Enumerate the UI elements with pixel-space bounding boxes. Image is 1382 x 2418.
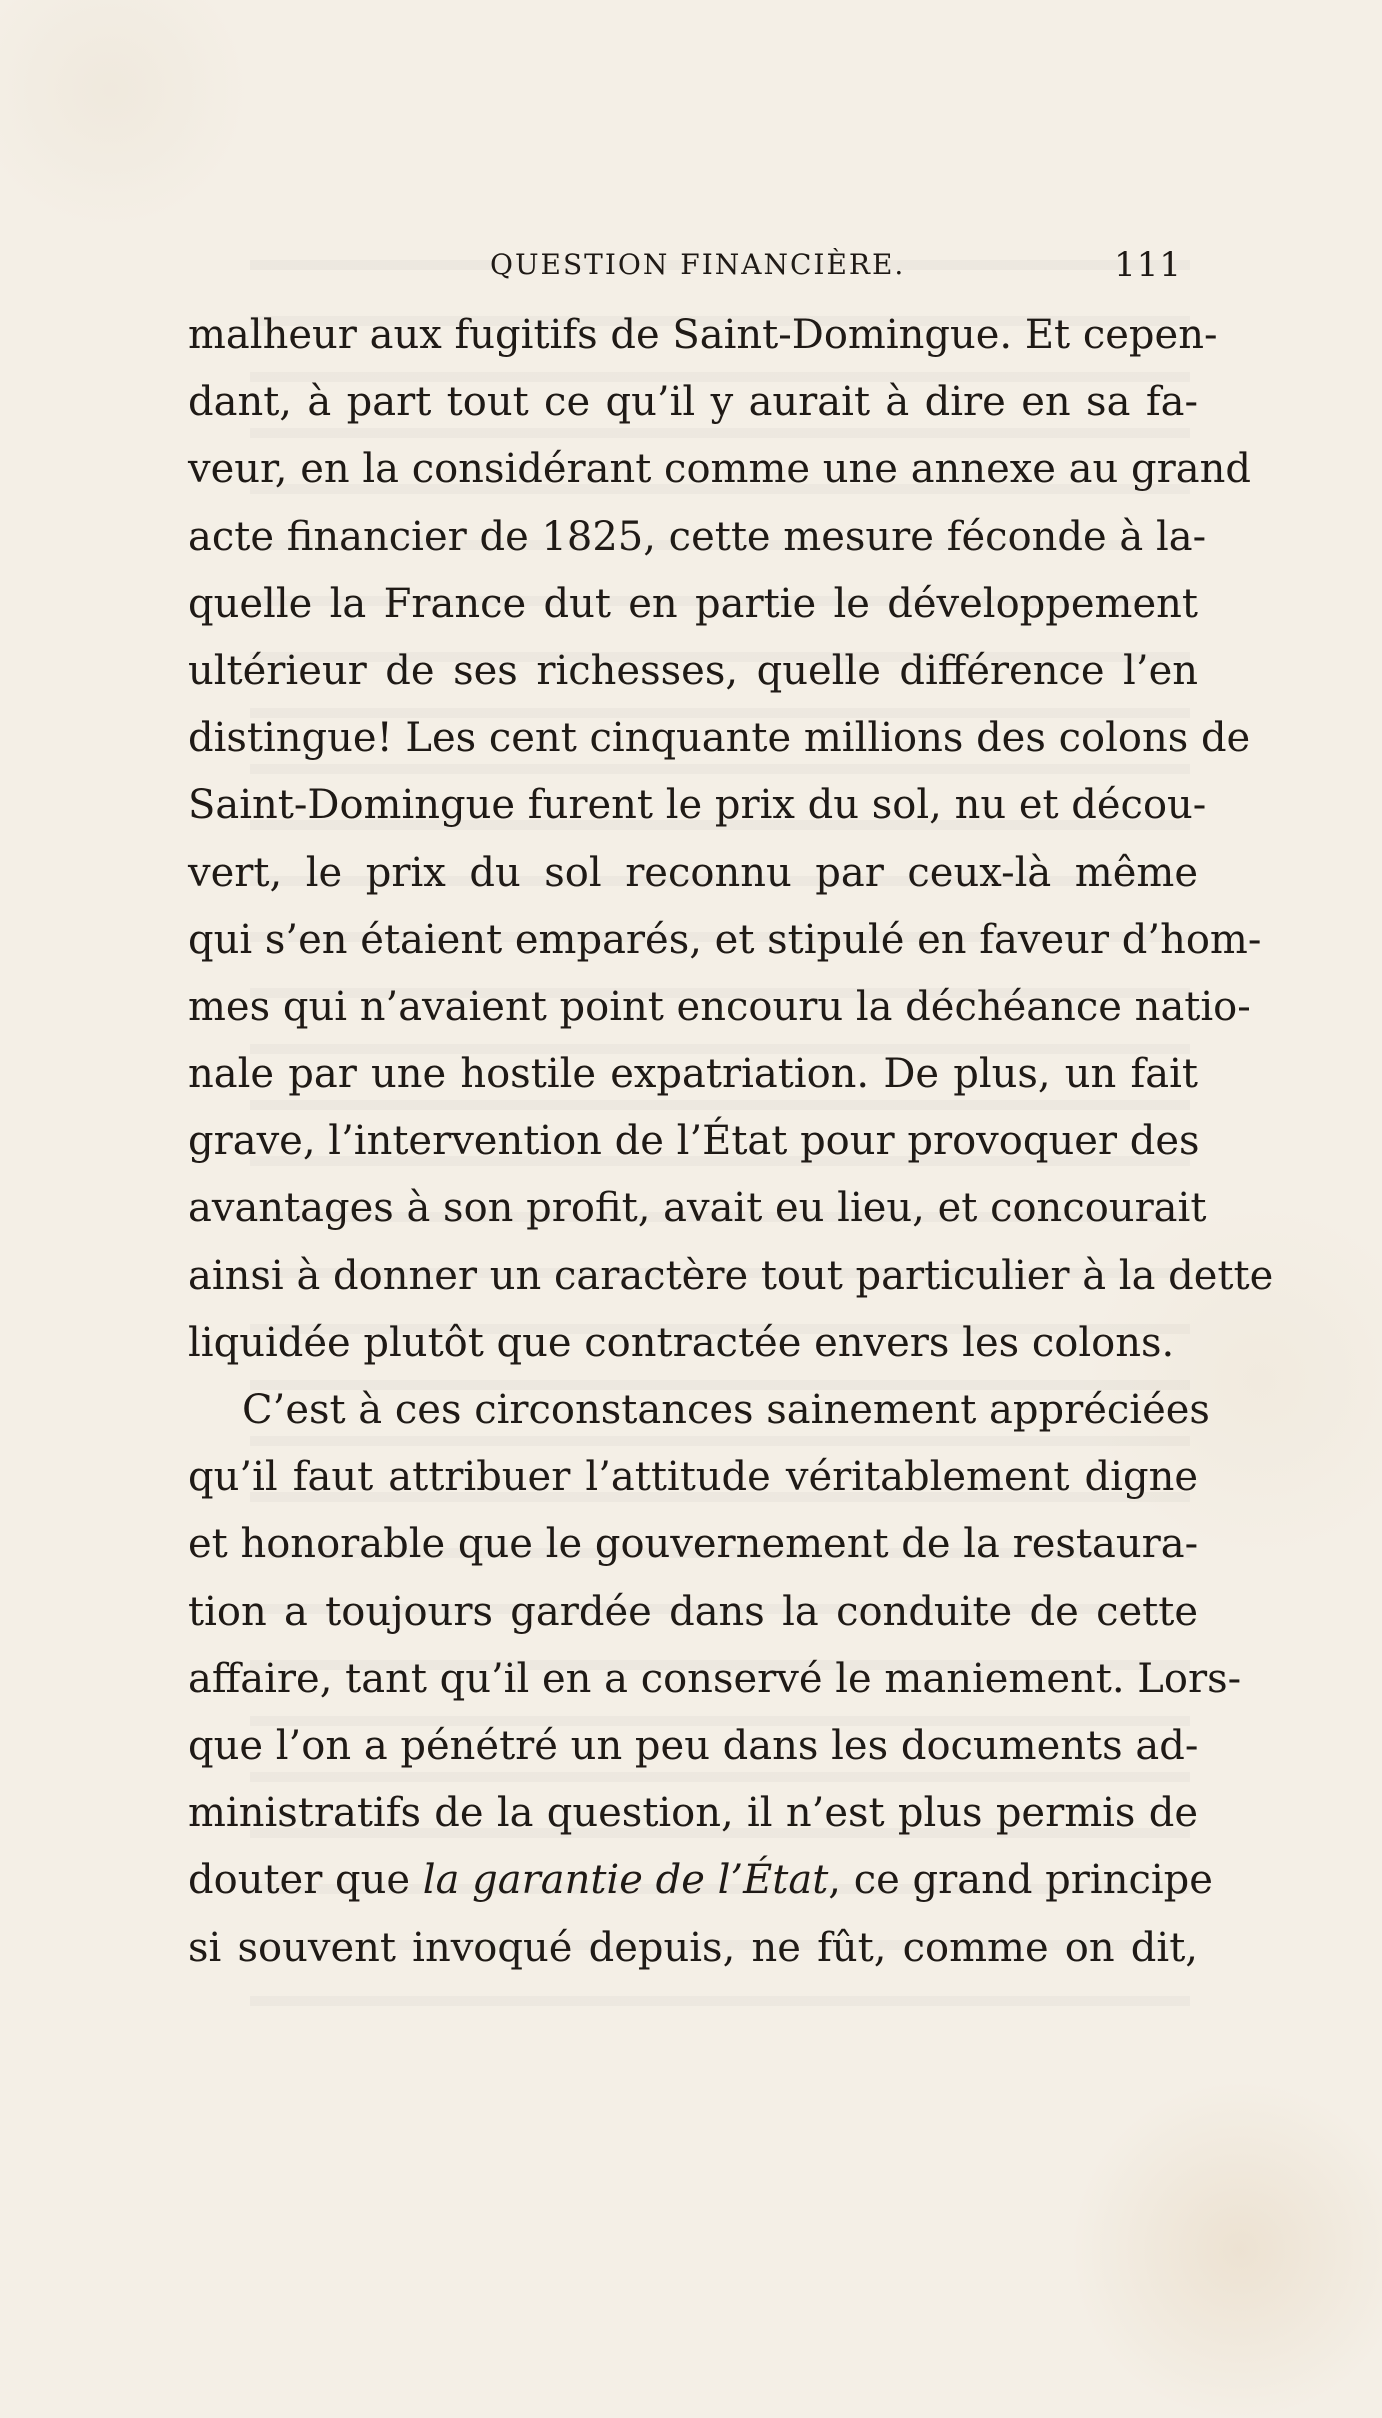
page-header <box>192 236 1182 294</box>
text-line-1: malheur aux fugitifs de Saint-Domingue. Et cepen- <box>188 312 1218 358</box>
text-line-22: que l’on a pénétré un peu dans les documents ad- <box>188 1722 1199 1769</box>
text-line-18: qu’il faut attribuer l’attitude véritablement digne <box>188 1454 1198 1501</box>
text-line-2: dant, à part tout ce qu’il y aurait à dire en sa fa- <box>188 379 1198 426</box>
text-line-20: tion a toujours gardée dans la conduite de cette <box>188 1588 1198 1635</box>
running-head: QUESTION FINANCIÈRE. <box>490 248 906 281</box>
text-line-8: Saint-Domingue furent le prix du sol, nu et décou- <box>188 782 1207 829</box>
text-line-25: si souvent invoqué depuis, ne fût, comme on dit, <box>188 1924 1198 1971</box>
text-line-6: ultérieur de ses richesses, quelle différence l’en <box>188 647 1198 694</box>
text-line-10: qui s’en étaient emparés, et stipulé en faveur d’hom- <box>188 916 1262 963</box>
text-line-24-before: douter que <box>188 1857 423 1904</box>
text-line-24-after: , ce grand principe <box>828 1857 1213 1904</box>
text-line-13: grave, l’intervention de l’État pour provoquer des <box>188 1118 1200 1165</box>
text-line-12: nale par une hostile expatriation. De plus, un fait <box>188 1051 1198 1098</box>
text-line-19: et honorable que le gouvernement de la restaura- <box>188 1521 1199 1568</box>
page-number: 111 <box>1114 245 1182 285</box>
text-line-16: liquidée plutôt que contractée envers les colons. <box>188 1319 1175 1366</box>
text-line-21: affaire, tant qu’il en a conservé le maniement. Lors- <box>188 1655 1242 1702</box>
text-line-24 <box>188 1847 1213 1914</box>
text-line-11: mes qui n’avaient point encouru la déchéance natio- <box>188 983 1251 1030</box>
text-line-3: veur, en la considérant comme une annexe au grand <box>188 446 1251 493</box>
text-line-7: distingue! Les cent cinquante millions des colons de <box>188 715 1251 762</box>
text-line-17: C’est à ces circonstances sainement appréciées <box>242 1387 1210 1433</box>
body-text <box>188 302 1274 1982</box>
text-line-23: ministratifs de la question, il n’est plus permis de <box>188 1790 1198 1837</box>
text-line-5: quelle la France dut en partie le développement <box>188 580 1198 627</box>
text-line-15: ainsi à donner un caractère tout particulier à la dette <box>188 1252 1274 1299</box>
italic-phrase: la garantie de l’État <box>422 1857 829 1904</box>
text-line-4: acte financier de 1825, cette mesure féconde à la- <box>188 513 1207 560</box>
text-line-14: avantages à son profit, avait eu lieu, et concourait <box>188 1185 1207 1232</box>
text-line-9: vert, le prix du sol reconnu par ceux-là même <box>188 849 1198 896</box>
